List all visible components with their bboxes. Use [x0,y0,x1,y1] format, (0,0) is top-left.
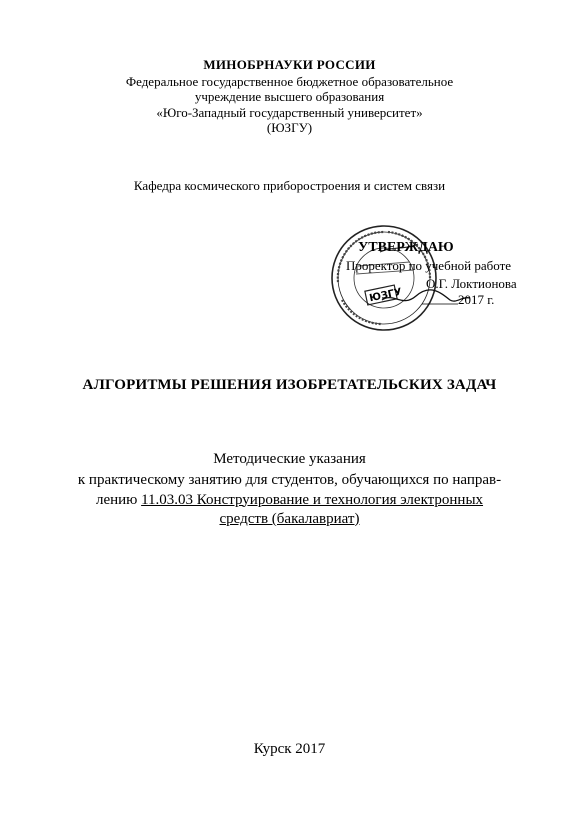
document-title: АЛГОРИТМЫ РЕШЕНИЯ ИЗОБРЕТАТЕЛЬСКИХ ЗАДАЧ [82,377,497,393]
description-line-2 [0,491,579,511]
approval-position: Проректор по учебной работе [346,258,512,273]
department-name: Кафедра космического приборостроения и систем связи [133,178,446,193]
description-line-1: к практическому занятию для студентов, обучающихся по направ- [77,472,502,488]
approval-heading: УТВЕРЖДАЮ [358,240,454,255]
approval-block [322,222,562,342]
institution-block [0,74,579,136]
city-year: Курск 2017 [253,741,326,757]
description-line-3 [0,510,579,530]
ministry-heading: МИНОБРНАУКИ РОССИИ [203,57,376,72]
institution-abbreviation: (ЮЗГУ) [266,120,313,136]
institution-line-1: Федеральное государственное бюджетное образовательное [125,74,454,89]
document-description [0,471,579,530]
seal-center-text: ЮЗГУ [368,286,403,305]
institution-line-3: «Юго-Западный государственный университет» [156,104,423,120]
study-direction-degree: средств (бакалавриат) [219,511,360,527]
approval-date: 2017 г. [458,292,495,307]
study-direction-code: 11.03.03 Конструирование и технология электронных [141,491,484,508]
description-line-2-prefix: лению [95,491,142,508]
approval-signatory: О.Г. Локтионова [426,276,517,291]
document-type: Методические указания [213,451,366,467]
institution-line-2: учреждение высшего образования [194,89,385,105]
